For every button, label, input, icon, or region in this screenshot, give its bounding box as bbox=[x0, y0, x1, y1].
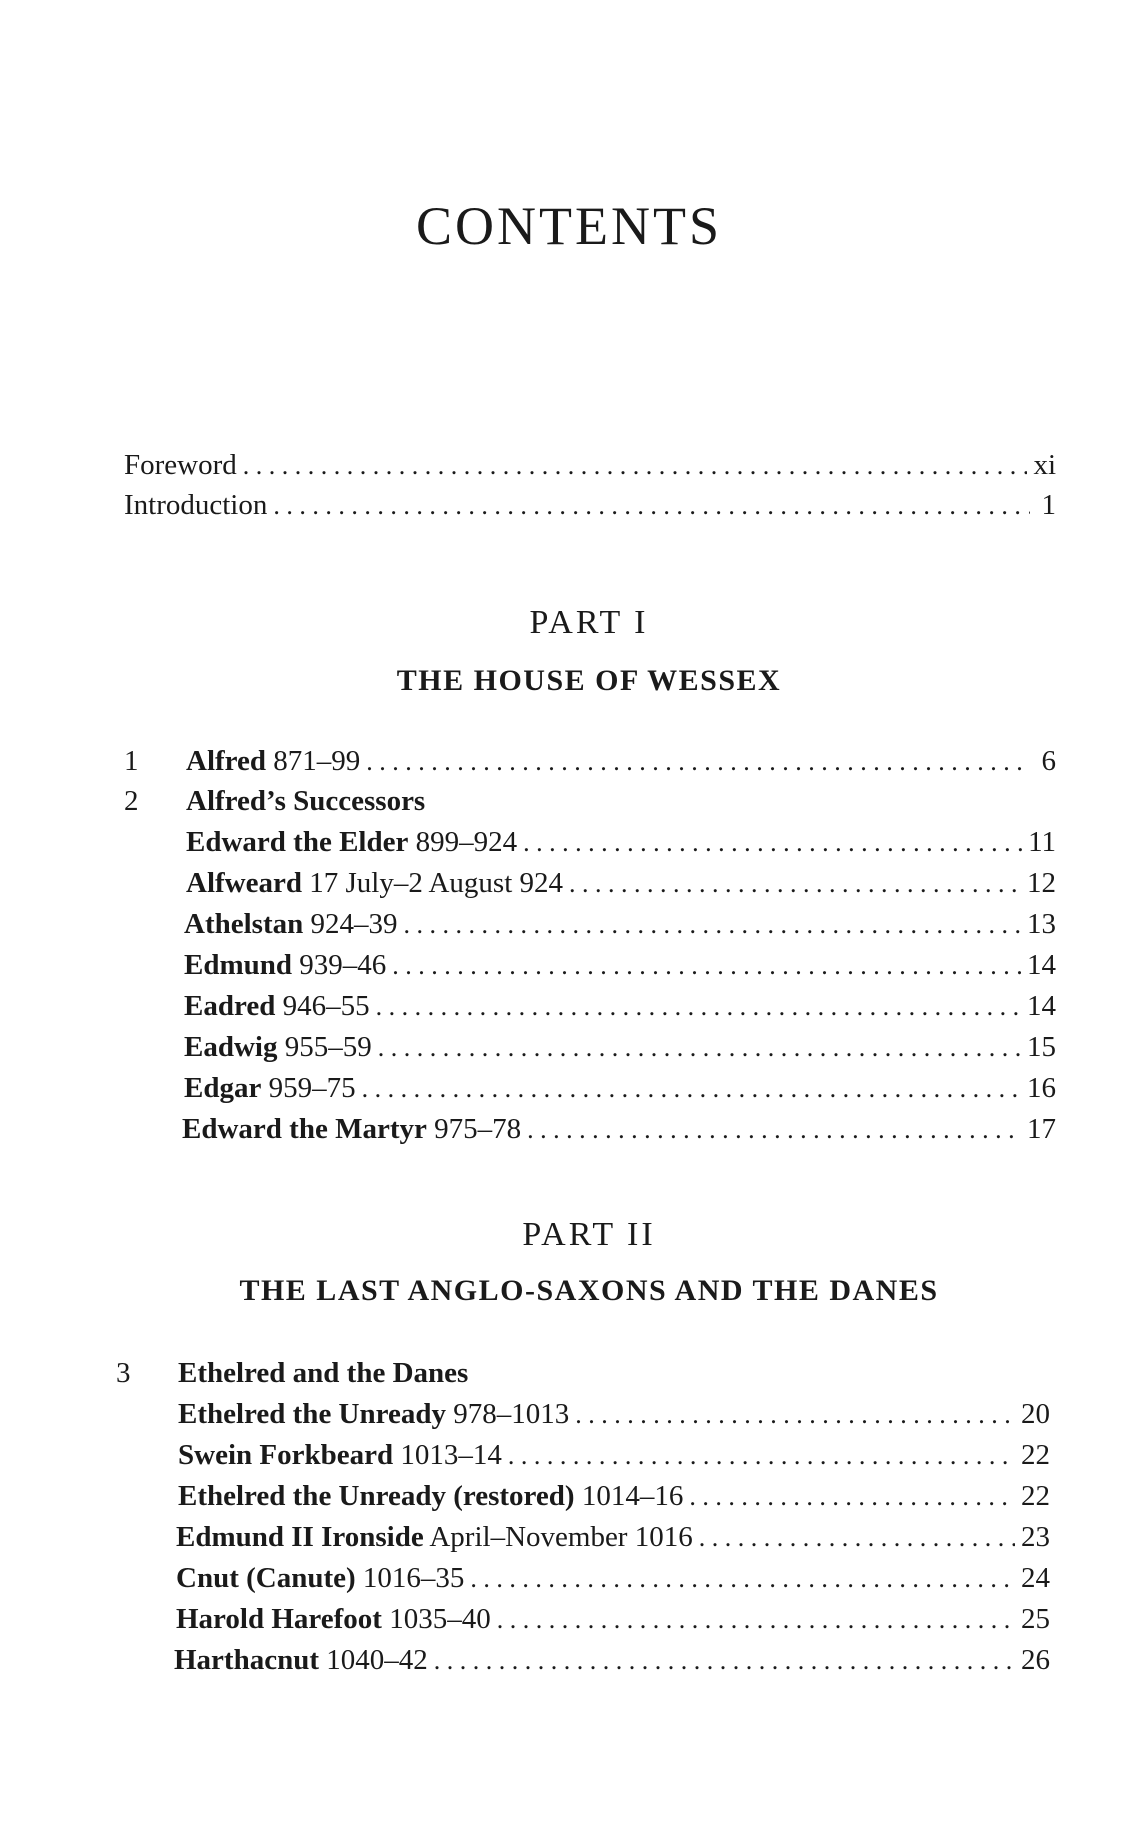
toc-entry-dates: 17 July–2 August 924 bbox=[301, 867, 564, 899]
toc-entry[interactable] bbox=[184, 1069, 1056, 1108]
toc-entry-dates: 924–39 bbox=[303, 908, 398, 940]
toc-entry-name: Ethelred the Unready (restored) bbox=[178, 1480, 575, 1512]
leader-dots bbox=[362, 1070, 1021, 1108]
part-1-name: THE HOUSE OF WESSEX bbox=[396, 664, 782, 697]
toc-entry[interactable] bbox=[184, 987, 1056, 1026]
toc-page-number: 13 bbox=[1027, 908, 1056, 940]
toc-entry[interactable] bbox=[176, 1559, 1050, 1598]
toc-entry-dates: April–November 1016 bbox=[423, 1521, 693, 1553]
toc-page-number: 26 bbox=[1021, 1644, 1050, 1676]
part-2-label: PART II bbox=[522, 1216, 656, 1253]
toc-page-number: 20 bbox=[1021, 1398, 1050, 1430]
leader-dots bbox=[523, 824, 1022, 862]
toc-entry-dates: 1016–35 bbox=[355, 1562, 465, 1594]
toc-entry-name: Edmund II Ironside bbox=[176, 1521, 424, 1553]
leader-dots bbox=[403, 906, 1021, 944]
toc-entry-name: Edward the Martyr bbox=[182, 1113, 427, 1145]
toc-entry-dates: 946–55 bbox=[275, 990, 370, 1022]
toc-entry-name: Eadwig bbox=[184, 1031, 278, 1063]
toc-page-number: 14 bbox=[1027, 990, 1056, 1022]
part-2-name: THE LAST ANGLO-SAXONS AND THE DANES bbox=[239, 1274, 939, 1307]
part-1-label: PART I bbox=[529, 604, 649, 641]
toc-entry[interactable] bbox=[182, 1110, 1056, 1149]
leader-dots bbox=[243, 447, 1028, 485]
toc-entry-dates: 871–99 bbox=[266, 745, 361, 777]
toc-page-number: 11 bbox=[1028, 826, 1056, 858]
toc-entry-name: Harold Harefoot bbox=[176, 1603, 382, 1635]
toc-page-number: 22 bbox=[1021, 1439, 1050, 1471]
toc-page-number: xi bbox=[1033, 449, 1056, 481]
toc-entry-dates: 1035–40 bbox=[381, 1603, 491, 1635]
toc-page-number: 6 bbox=[1041, 745, 1056, 777]
leader-dots bbox=[376, 988, 1021, 1026]
leader-dots bbox=[392, 947, 1021, 985]
toc-entry-name: Edward the Elder bbox=[186, 826, 409, 858]
toc-entry[interactable] bbox=[178, 1477, 1050, 1516]
chapter-title: Alfred’s Successors bbox=[186, 785, 426, 817]
toc-entry-name: Athelstan bbox=[184, 908, 304, 940]
toc-entry[interactable] bbox=[174, 1641, 1050, 1680]
toc-page-number: 15 bbox=[1027, 1031, 1056, 1063]
toc-entry-dates: 978–1013 bbox=[445, 1398, 570, 1430]
leader-dots bbox=[378, 1029, 1021, 1067]
toc-entry-dates: 959–75 bbox=[261, 1072, 356, 1104]
toc-page-number: 17 bbox=[1027, 1113, 1056, 1145]
toc-entry[interactable] bbox=[186, 864, 1056, 903]
toc-entry-name: Swein Forkbeard bbox=[178, 1439, 394, 1471]
toc-entry-title: Foreword bbox=[124, 449, 237, 481]
toc-entry-name: Eadred bbox=[184, 990, 276, 1022]
toc-entry[interactable] bbox=[184, 905, 1056, 944]
toc-entry-dates: 899–924 bbox=[408, 826, 518, 858]
chapter-number: 1 bbox=[124, 745, 139, 777]
leader-dots bbox=[527, 1111, 1021, 1149]
leader-dots bbox=[470, 1560, 1015, 1598]
chapter-number: 3 bbox=[116, 1357, 131, 1389]
toc-entry-name: Ethelred the Unready bbox=[178, 1398, 446, 1430]
toc-entry-dates: 975–78 bbox=[426, 1113, 522, 1145]
leader-dots bbox=[273, 487, 1030, 525]
toc-entry[interactable] bbox=[178, 1395, 1050, 1434]
toc-entry-dates: 955–59 bbox=[277, 1031, 372, 1063]
leader-dots bbox=[497, 1601, 1015, 1639]
toc-entry-introduction[interactable] bbox=[124, 486, 1056, 525]
chapter-3-heading[interactable] bbox=[116, 1354, 469, 1392]
toc-entry-dates: 1014–16 bbox=[574, 1480, 684, 1512]
toc-page-number: 22 bbox=[1021, 1480, 1050, 1512]
page-title: CONTENTS bbox=[416, 196, 722, 256]
leader-dots bbox=[689, 1478, 1015, 1516]
toc-entry-dates: 1013–14 bbox=[393, 1439, 502, 1471]
toc-entry-foreword[interactable] bbox=[124, 446, 1056, 485]
leader-dots bbox=[699, 1519, 1015, 1557]
toc-page-number: 25 bbox=[1021, 1603, 1050, 1635]
toc-page-number: 1 bbox=[1041, 489, 1056, 521]
chapter-2-heading[interactable] bbox=[124, 782, 426, 820]
leader-dots bbox=[569, 865, 1021, 903]
toc-entry[interactable] bbox=[184, 946, 1056, 985]
leader-dots bbox=[434, 1642, 1015, 1680]
toc-entry-name: Edmund bbox=[184, 949, 293, 981]
toc-entry-dates: 939–46 bbox=[292, 949, 387, 981]
toc-page-number: 14 bbox=[1027, 949, 1056, 981]
toc-entry[interactable] bbox=[186, 823, 1056, 862]
leader-dots bbox=[508, 1437, 1015, 1475]
toc-entry-name: Alfweard bbox=[186, 867, 302, 899]
toc-page-number: 23 bbox=[1021, 1521, 1050, 1553]
toc-entry-name: Edgar bbox=[184, 1072, 262, 1104]
toc-entry-name: Harthacnut bbox=[174, 1644, 319, 1676]
chapter-number: 2 bbox=[124, 785, 139, 817]
toc-entry-title: Introduction bbox=[124, 489, 268, 521]
leader-dots bbox=[575, 1396, 1015, 1434]
toc-entry[interactable] bbox=[176, 1518, 1050, 1557]
toc-entry-name: Cnut (Canute) bbox=[176, 1562, 356, 1594]
toc-entry[interactable] bbox=[178, 1436, 1050, 1475]
toc-entry-dates: 1040–42 bbox=[319, 1644, 428, 1676]
toc-page-number: 16 bbox=[1027, 1072, 1056, 1104]
leader-dots bbox=[366, 743, 1030, 781]
toc-page-number: 24 bbox=[1021, 1562, 1050, 1594]
toc-entry[interactable] bbox=[184, 1028, 1056, 1067]
toc-entry-chapter-1[interactable] bbox=[124, 742, 1056, 781]
toc-entry[interactable] bbox=[176, 1600, 1050, 1639]
toc-entry-name: Alfred bbox=[186, 745, 267, 777]
toc-page-number: 12 bbox=[1027, 867, 1056, 899]
chapter-title: Ethelred and the Danes bbox=[178, 1357, 469, 1389]
